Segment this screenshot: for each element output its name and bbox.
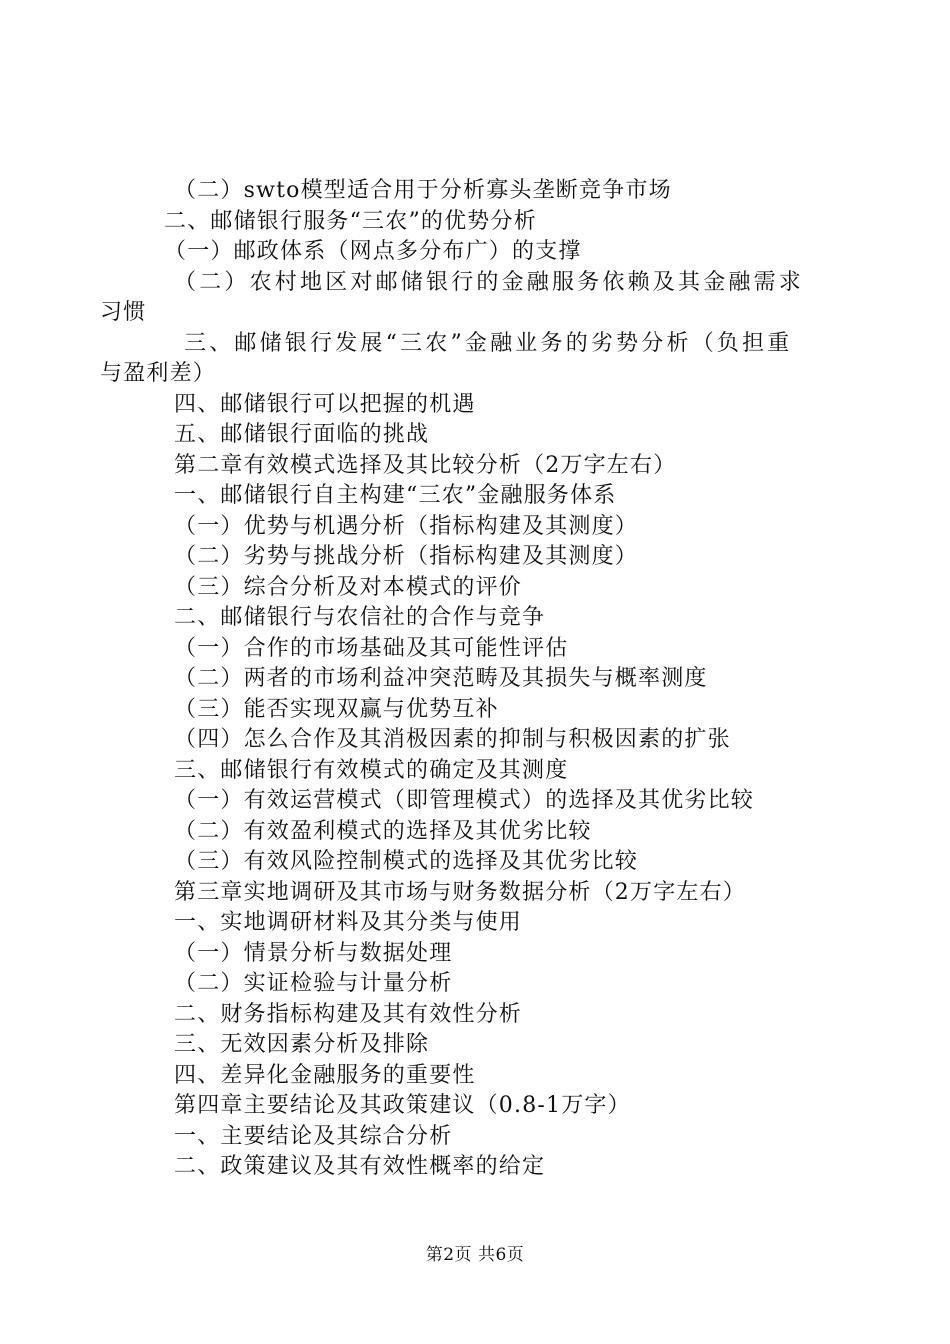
chapter-heading: 第三章实地调研及其市场与财务数据分析（2万字左右） [174,879,746,905]
outline-line: （四）怎么合作及其消极因素的抑制与积极因素的扩张 [174,727,731,752]
chapter-heading: 第四章主要结论及其政策建议（0.8-1万字） [174,1093,631,1118]
outline-line: （三）能否实现双赢与优势互补 [174,696,499,722]
outline-line: （二）两者的市场利益冲突范畴及其损失与概率测度 [174,666,708,691]
outline-line: （二）有效盈利模式的选择及其优劣比较 [174,818,592,844]
outline-line: 三、邮储银行发展“三农”金融业务的劣势分析（负担重 [184,330,793,356]
page-footer: 第2页 共6页 [425,1245,525,1265]
outline-text [100,176,840,1183]
outline-line: （一）邮政体系（网点多分布广）的支撑 [164,239,582,264]
outline-line: 三、邮储银行有效模式的确定及其测度 [174,757,569,783]
outline-line: 与盈利差） [100,361,217,386]
outline-line: 四、差异化金融服务的重要性 [174,1062,476,1088]
outline-line: （二）实证检验与计量分析 [174,971,453,996]
outline-line: 二、邮储银行服务“三农”的优势分析 [164,208,537,234]
outline-line: 二、政策建议及其有效性概率的给定 [174,1154,546,1179]
outline-line: （一）优势与机遇分析（指标构建及其测度） [174,513,639,539]
outline-line: 一、实地调研材料及其分类与使用 [174,910,523,935]
outline-line: （三）综合分析及对本模式的评价 [174,574,523,600]
outline-line: （一）情景分析与数据处理 [174,940,453,966]
outline-line: 二、邮储银行与农信社的合作与竞争 [174,605,546,630]
outline-line: （二）swto模型适合用于分析寡头垄断竞争市场 [174,178,672,203]
outline-line: 习惯 [100,300,147,325]
outline-line: （二）农村地区对邮储银行的金融服务依赖及其金融需求 [174,269,805,295]
outline-line: 四、邮储银行可以把握的机遇 [174,391,476,417]
outline-line: 一、主要结论及其综合分析 [174,1123,453,1149]
chapter-heading: 第二章有效模式选择及其比较分析（2万字左右） [174,452,677,478]
outline-line: （一）合作的市场基础及其可能性评估 [174,635,569,661]
outline-line: 二、财务指标构建及其有效性分析 [174,1001,523,1027]
outline-line: 一、邮储银行自主构建“三农”金融服务体系 [174,483,617,508]
outline-line: （三）有效风险控制模式的选择及其优劣比较 [174,849,639,874]
outline-line: （一）有效运营模式（即管理模式）的选择及其优劣比较 [174,788,755,813]
outline-line: 五、邮储银行面临的挑战 [174,422,430,447]
outline-line: 三、无效因素分析及排除 [174,1032,430,1057]
outline-line: （二）劣势与挑战分析（指标构建及其测度） [174,544,639,569]
